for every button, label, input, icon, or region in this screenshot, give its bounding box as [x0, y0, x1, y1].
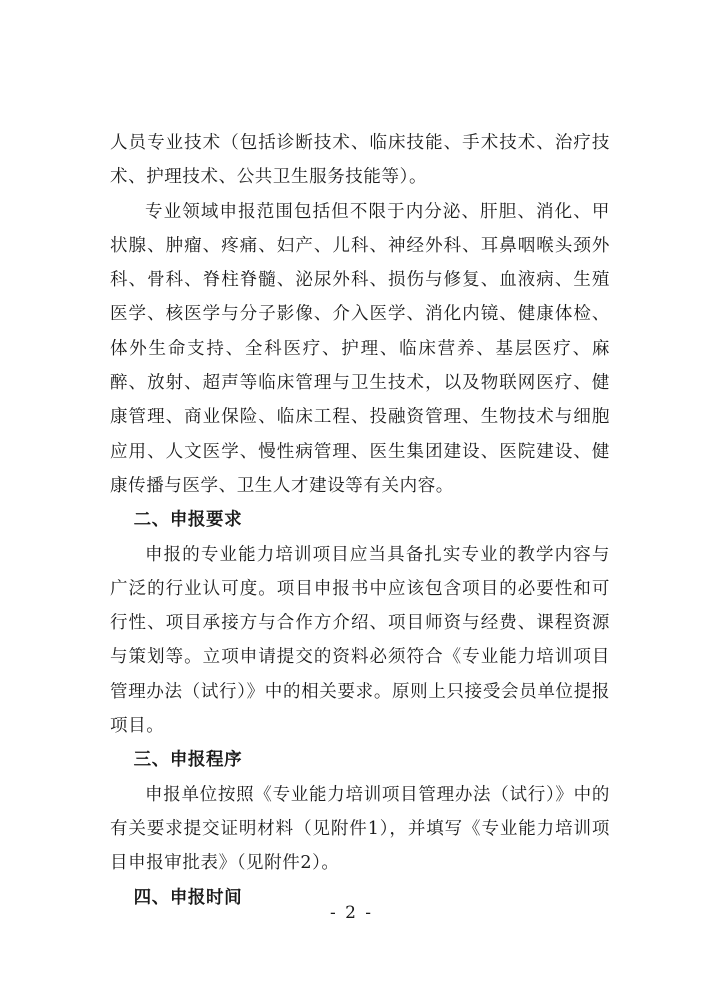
paragraph-professional-fields: 专业领域申报范围包括但不限于内分泌、肝胆、消化、甲状腺、肿瘤、疼痛、妇产、儿科、神经外科、耳鼻咽喉头颈外科、骨科、脊柱脊髓、泌尿外科、损伤与修复、血液病、生殖医学、核医学与分子影像、介入医学、消化内镜、健康体检、体外生命支持、全科医疗、护理、临床营养、基层医疗、麻醉、放射、超声等临床管理与卫生技术，以及物联网医疗、健康管理、商业保险、临床工程、投融资管理、生物技术与细胞应用、人文医学、慢性病管理、医生集团建设、医院建设、健康传播与医学、卫生人才建设等有关内容。	[110, 201, 610, 496]
paragraph-scope-continued: 人员专业技术（包括诊断技术、临床技能、手术技术、治疗技术、护理技术、公共卫生服务技能等）。	[110, 133, 610, 188]
page-number: - 2 -	[329, 903, 374, 923]
section-heading-requirements: 二、申报要求	[133, 510, 243, 531]
paragraph-requirements: 申报的专业能力培训项目应当具备扎实专业的教学内容与广泛的行业认可度。项目申报书中应该包含项目的必要性和可行性、项目承接方与合作方介绍、项目师资与经费、课程资源与策划等。立项申请提交的资料必须符合《专业能力培训项目管理办法（试行）》中的相关要求。原则上只接受会员单位提报项目。	[110, 544, 610, 737]
section-heading-timeline: 四、申报时间	[133, 887, 243, 908]
document-body	[110, 126, 610, 915]
paragraph-procedure: 申报单位按照《专业能力培训项目管理办法（试行）》中的有关要求提交证明材料（见附件1），并填写《专业能力培训项目申报审批表》（见附件2）。	[110, 784, 610, 874]
section-heading-procedure: 三、申报程序	[133, 750, 243, 771]
